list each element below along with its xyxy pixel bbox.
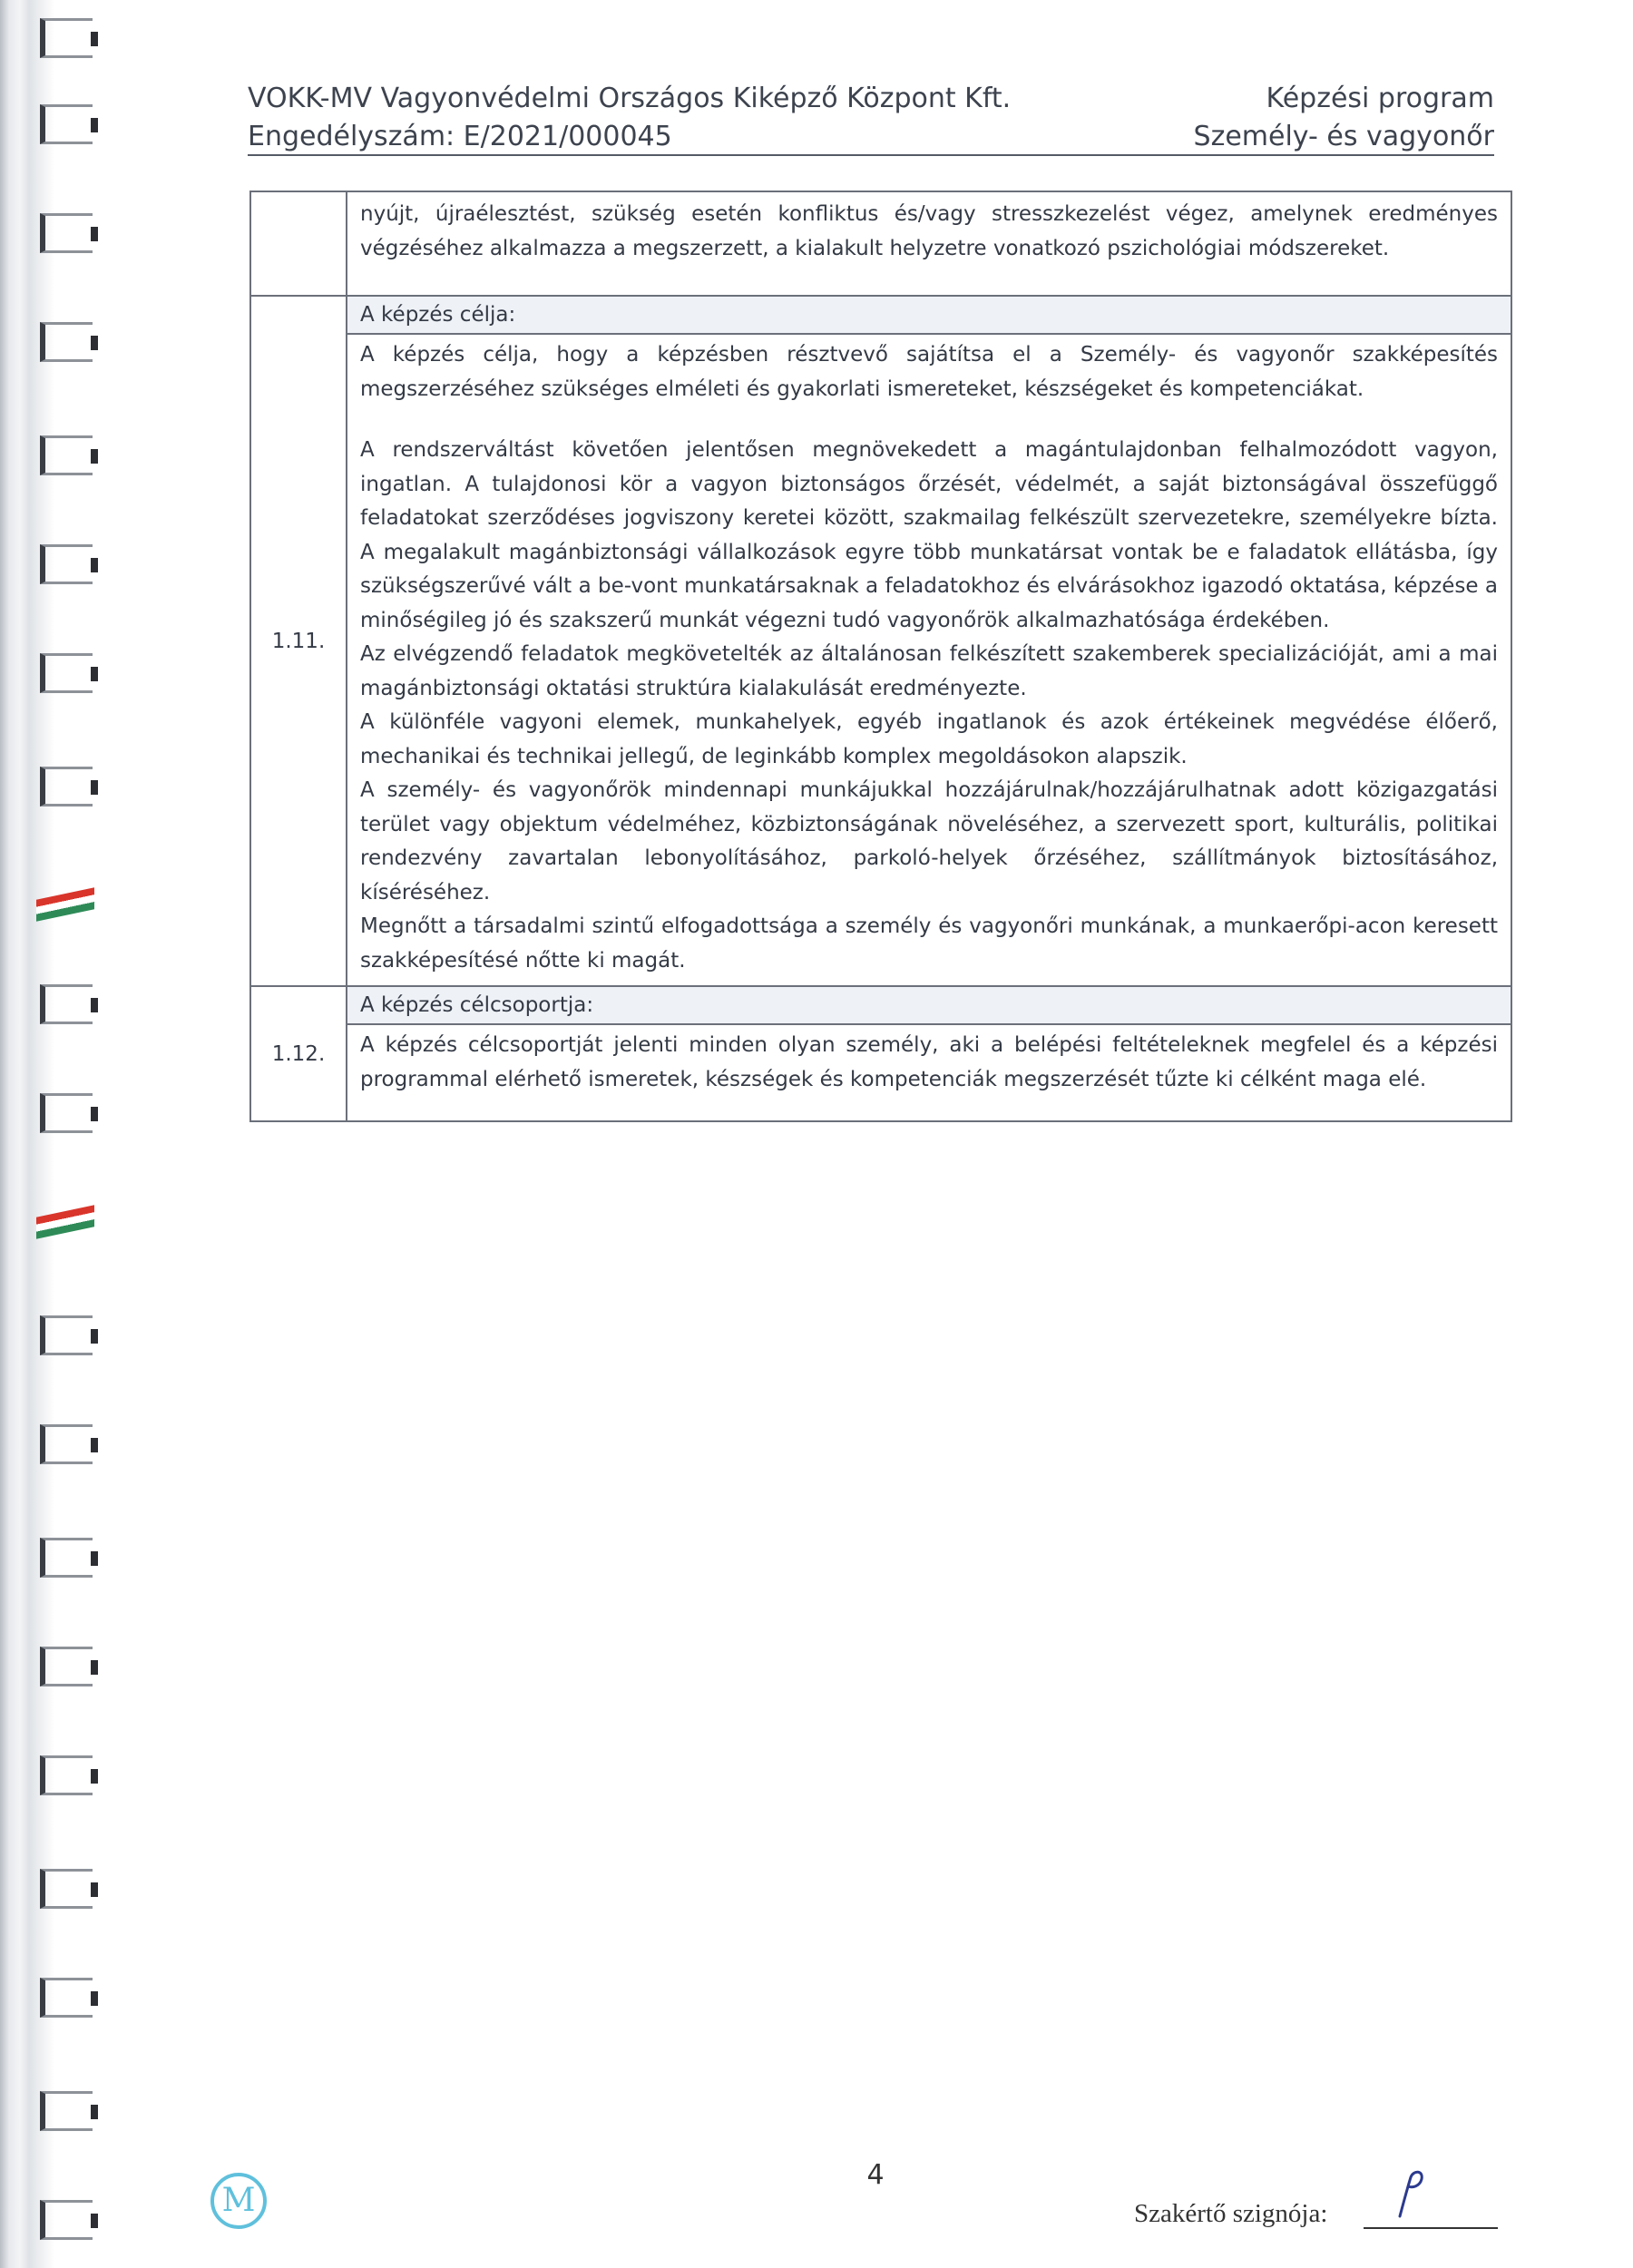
signature-label: Szakértő szignója: bbox=[1134, 2199, 1328, 2228]
org-name: VOKK-MV Vagyonvédelmi Országos Kiképző Központ Kft. bbox=[248, 83, 1012, 114]
document-type: Képzési program bbox=[1266, 83, 1494, 114]
flag-marker bbox=[36, 1205, 94, 1239]
continuation-text: nyújt, újraélesztést, szükség esetén konfliktus és/vagy stresszkezelést végez, amelynek eredményes végzéséhez alkalmazza a megszerzett, a kialakult helyzetre vonatkozó pszichológiai módszereket. bbox=[360, 202, 1498, 260]
handwritten-signature bbox=[1393, 2166, 1429, 2221]
section-number: 1.11. bbox=[250, 296, 347, 986]
table-row bbox=[250, 296, 1511, 986]
binding-ring bbox=[40, 213, 93, 253]
section-cell bbox=[347, 986, 1511, 1121]
paragraph: Az elvégzendő feladatok megkövetelték az általánosan felkészített szakemberek specializációját, ami a mai magánbiztonsági oktatási struktúra kialakulását eredményezte. bbox=[360, 642, 1498, 700]
binding-ring bbox=[40, 2200, 93, 2240]
section-heading: A képzés célja: bbox=[347, 297, 1511, 335]
binding-ring bbox=[40, 322, 93, 362]
binding-ring bbox=[40, 544, 93, 584]
binding-ring bbox=[40, 2091, 93, 2131]
binding-ring bbox=[40, 984, 93, 1024]
paragraph: A rendszerváltást követően jelentősen megnövekedett a magántulajdonban felhalmozódott vagyon, ingatlan. A tulajdonosi kör a vagyon biztonságos őrzését, védelmét, a saját biztonságával összefüggő feladatokat szerződéses jogviszony keretei között, szakmailag felkészült szervezetekre, személyekre bízta. A megalakult magánbiztonsági vállalkozások egyre több munkatársat vontak be e faladatok ellátásba, így szükségszerűvé vált a be-vont munkatársaknak a feladatokhoz és elvárásokhoz igazodó oktatása, képzése a minőségileg jó és szakszerű munkát végezni tudó vagyonőrök alkalmazhatósága érdekében. bbox=[360, 438, 1498, 632]
signature-line bbox=[1364, 2227, 1498, 2229]
license-number: Engedélyszám: E/2021/000045 bbox=[248, 121, 672, 152]
header-right bbox=[1194, 80, 1494, 156]
header-left bbox=[248, 80, 1011, 156]
table-row bbox=[250, 986, 1511, 1121]
program-name: Személy- és vagyonőr bbox=[1193, 121, 1494, 152]
section-body bbox=[347, 335, 1511, 985]
binding-ring bbox=[40, 1978, 93, 2018]
table-row bbox=[250, 191, 1511, 296]
binding-ring bbox=[40, 653, 93, 693]
binding-ring bbox=[40, 1093, 93, 1133]
paragraph: A képzés célja, hogy a képzésben résztvevő sajátítsa el a Személy- és vagyonőr szakképesítés megszerzéséhez szükséges elméleti és gyakorlati ismereteket, készségeket és kompetenciákat. bbox=[360, 343, 1498, 401]
page-number: 4 bbox=[866, 2159, 885, 2191]
binding-ring bbox=[40, 1424, 93, 1464]
program-table bbox=[249, 191, 1512, 1122]
binding-ring bbox=[40, 1538, 93, 1578]
flag-marker bbox=[36, 887, 94, 922]
section-cell bbox=[347, 296, 1511, 986]
binding-ring bbox=[40, 1755, 93, 1795]
spiral-binding bbox=[0, 0, 100, 2268]
paragraph: A különféle vagyoni elemek, munkahelyek, egyéb ingatlanok és azok értékeinek megvédése élőerő, mechanikai és technikai jellegű, de leginkább komplex megoldásokon alapszik. bbox=[360, 710, 1498, 768]
page-header bbox=[248, 74, 1494, 156]
continuation-cell bbox=[347, 191, 1511, 296]
paragraph: A személy- és vagyonőrök mindennapi munkájukkal hozzájárulnak/hozzájárulhatnak adott közigazgatási terület vagy objektum védelméhez, közbiztonságának növeléséhez, a szervezett sport, kulturális, politikai rendezvény zavartalan lebonyolításához, parkoló-helyek őrzéséhez, szállítmányok biztosításához, kíséréséhez. bbox=[360, 778, 1498, 904]
binding-ring bbox=[40, 18, 93, 58]
binding-ring bbox=[40, 104, 93, 144]
paragraph: Megnőtt a társadalmi szintű elfogadottsága a személy és vagyonőri munkának, a munkaerőpi-acon keresett szakképesítésé nőtte ki magát. bbox=[360, 914, 1498, 973]
binding-ring bbox=[40, 767, 93, 807]
binding-ring bbox=[40, 1315, 93, 1355]
company-logo: M bbox=[210, 2173, 267, 2229]
section-number: 1.12. bbox=[250, 986, 347, 1121]
binding-ring bbox=[40, 1869, 93, 1909]
binding-ring bbox=[40, 1647, 93, 1686]
row-number-empty bbox=[250, 191, 347, 296]
section-heading: A képzés célcsoportja: bbox=[347, 987, 1511, 1025]
section-body: A képzés célcsoportját jelenti minden olyan személy, aki a belépési feltételeknek megfelel és a képzési programmal elérhető ismeretek, készségek és kompetenciák megszerzését tűzte ki célként maga elé. bbox=[360, 1033, 1498, 1091]
binding-ring bbox=[40, 435, 93, 475]
